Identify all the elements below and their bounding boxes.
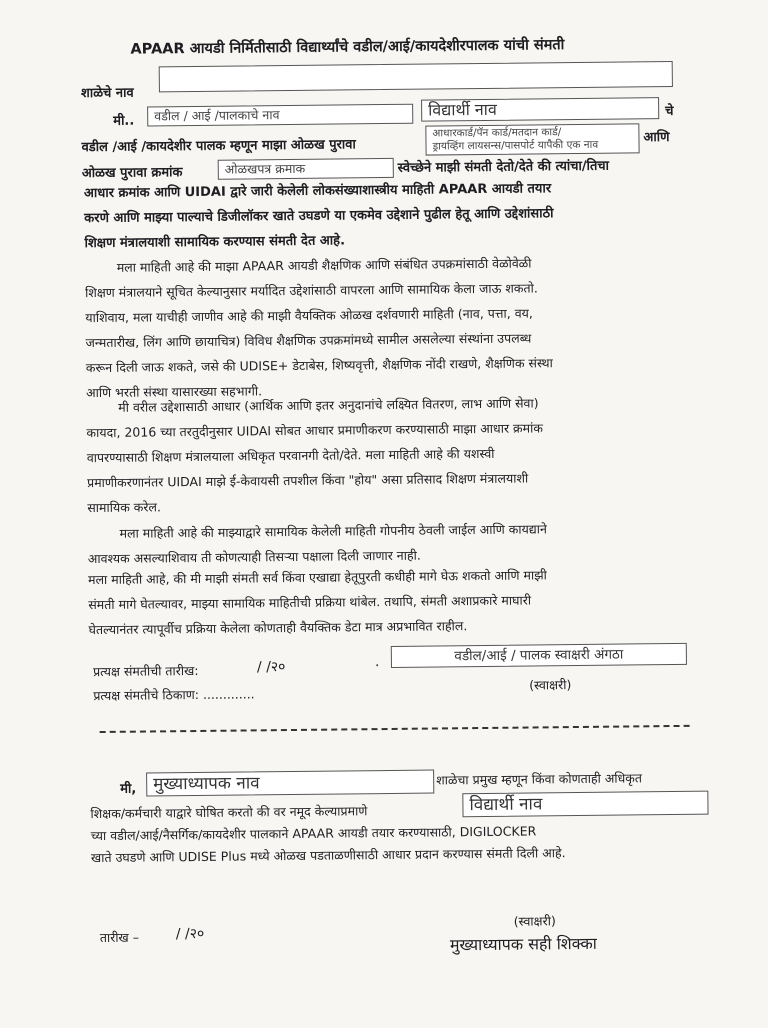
para-line: आवश्यक असल्याशिवाय ती कोणत्याही तिसऱ्या पक्षाला दिली जाणार नाही.	[87, 547, 421, 567]
parent-signature-field[interactable]: वडील/आई / पालक स्वाक्षरी अंगठा	[391, 643, 687, 668]
headmaster-text-1: शाळेचा प्रमुख म्हणून किंवा कोणताही अधिकृत	[436, 770, 643, 788]
paragraph-withdrawal	[88, 561, 689, 642]
para-line: आणि भरती संस्था यासारख्या सहभागी.	[86, 383, 263, 401]
paragraph-apaar-usage	[85, 249, 687, 405]
separator-dot: .	[374, 654, 380, 671]
headmaster-mi-label: मी,	[120, 781, 137, 797]
hm-student-name-field[interactable]: विद्यार्थी नाव	[462, 791, 708, 818]
para-line: संमती मागे घेतल्यावर, माझ्या सामायिक माहितीची प्रक्रिया थांबेल. तथापि, संमती अशाप्रकारे माघारी	[88, 592, 532, 613]
student-name-field[interactable]: विद्यार्थी नाव	[421, 97, 659, 121]
para-line: सामायिक करेल.	[87, 499, 161, 516]
headmaster-text-3: च्या वडील/आई/नैसर्गिक/कायदेशीर पालकाने APAAR आयडी तयार करण्यासाठी, DIGILOCKER	[90, 823, 537, 844]
che-suffix: चे	[665, 103, 674, 120]
para-line: वापरण्यासाठी शिक्षण मंत्रालयाला अधिकृत परवानगी देतो/देते. मला माहिती आहे की यशस्वी	[86, 445, 495, 466]
para-line: जन्मतारीख, लिंग आणि छायाचित्र) विविध शैक्षणिक उपक्रमांमध्ये सामील असलेल्या संस्थांना उपलब्ध	[85, 330, 532, 351]
section-divider	[100, 725, 690, 733]
id-proof-type-line2: ड्रायव्हिंग लायसन्स/पासपोर्ट यापैकी एक नाव	[432, 138, 599, 153]
hm-signature-caption: (स्वाक्षरी)	[513, 913, 556, 929]
consent-date-value[interactable]: / /२०	[256, 659, 286, 676]
headmaster-text-2: शिक्षक/कर्मचारी याद्वारे घोषित करतो की वर नमूद केल्याप्रमाणे	[90, 803, 368, 822]
parent-signature-caption: (स्वाक्षरी)	[529, 677, 572, 693]
ani-suffix: आणि	[643, 130, 670, 146]
para-line: घेतल्यानंतर त्यापूर्वीच प्रक्रिया केलेला कोणताही वैयक्तिक डेटा मात्र अप्रभावित राहील.	[88, 618, 468, 638]
para-line: याशिवाय, मला याचीही जाणीव आहे की माझी वैयक्तिक ओळख दर्शवणारी माहिती (नाव, पत्ता, वय,	[85, 305, 533, 326]
para-line: मी वरील उद्देशासाठी आधार (आर्थिक आणि इतर अनुदानांचे लक्ष्यित वितरण, लाभ आणि सेवा)	[118, 395, 539, 415]
parent-name-field[interactable]: वडील / आई /पालकाचे नाव	[147, 104, 413, 127]
school-name-field[interactable]	[159, 61, 673, 92]
id-number-field[interactable]: ओळखपत्र क्रमाक	[218, 158, 394, 180]
form-title: APAAR आयडी निर्मितीसाठी विद्यार्थ्यांचे वडील/आई/कायदेशीरपालक यांची संमती	[130, 37, 565, 58]
para-line: मला माहिती आहे की माझा APAAR आयडी शैक्षणिक आणि संबंधित उपक्रमांसाठी वेळोवेळी	[116, 255, 532, 275]
bold-line: आधार क्रमांक आणि UIDAI द्वारे जारी केलेली लोकसंख्याशास्त्रीय माहिती APAAR आयडी तयार	[83, 181, 552, 202]
mi-label: मी..	[113, 113, 135, 129]
consent-text-line: स्वेच्छेने माझी संमती देतो/देते की त्यांचा/तिचा	[397, 158, 610, 176]
consent-bold-paragraph	[84, 175, 685, 256]
hm-date-value[interactable]: / /२०	[175, 925, 205, 943]
hm-signature-stamp[interactable]: मुख्याध्यापक सही शिक्का	[449, 933, 597, 955]
id-proof-text: वडील /आई /कायदेशीर पालक म्हणून माझा ओळख पुरावा	[81, 137, 356, 156]
headmaster-name-field[interactable]: मुख्याध्यापक नाव	[146, 770, 434, 797]
para-line: कायदा, 2016 च्या तरतुदीनुसार UIDAI सोबत आधार प्रमाणीकरण करण्यासाठी माझा आधार क्रमांक	[86, 420, 543, 441]
school-label: शाळेचे नाव	[80, 85, 134, 102]
para-line: मला माहिती आहे, की मी माझी संमती सर्व किंवा एखाद्या हेतूपुरती कधीही मागे घेऊ शकतो आणि माझी	[87, 567, 547, 588]
para-line: करून दिली जाऊ शकते, जसे की UDISE+ डेटाबेस, शिष्यवृत्ती, शैक्षणिक नोंदी राखणे, शैक्षणिक संस्था	[85, 355, 553, 376]
id-number-label: ओळख पुरावा क्रमांक	[81, 165, 183, 182]
paragraph-aadhaar-auth	[86, 389, 687, 520]
bold-line: शिक्षण मंत्रालयाशी सामायिक करण्यास संमती देत आहे.	[84, 233, 346, 252]
id-proof-type-field[interactable]	[425, 123, 639, 155]
bold-line: करणे आणि माझ्या पाल्याचे डिजीलॉकर खाते उघडणे या एकमेव उद्देशाने पुढील हेतू आणि उद्देशांसाठी	[84, 206, 554, 227]
para-line: शिक्षण मंत्रालयाने सूचित केल्यानुसार मर्यादित उद्देशांसाठी वापरला आणि सामायिक केला जाऊ शकतो.	[84, 280, 538, 301]
para-line: मला माहिती आहे की माझ्याद्वारे सामायिक केलेली माहिती गोपनीय ठेवली जाईल आणि कायद्याने	[119, 521, 547, 541]
consent-place-label: प्रत्यक्ष संमतीचे ठिकाण: .............	[93, 686, 255, 704]
id-proof-type-line1: आधारकार्ड/पॅन कार्ड/मतदान कार्ड/	[432, 126, 562, 140]
para-line: प्रमाणीकरणानंतर UIDAI माझे ई-केवायसी तपशील किंवा "होय" असा प्रतिसाद शिक्षण मंत्रालयाशी	[86, 470, 529, 491]
hm-date-label: तारीख –	[99, 929, 140, 946]
consent-date-label: प्रत्यक्ष संमतीची तारीख:	[92, 662, 199, 680]
headmaster-text-4: खाते उघडणे आणि UDISE Plus मध्ये ओळख पडताळणीसाठी आधार प्रदान करण्यास संमती दिली आहे.	[90, 845, 566, 866]
